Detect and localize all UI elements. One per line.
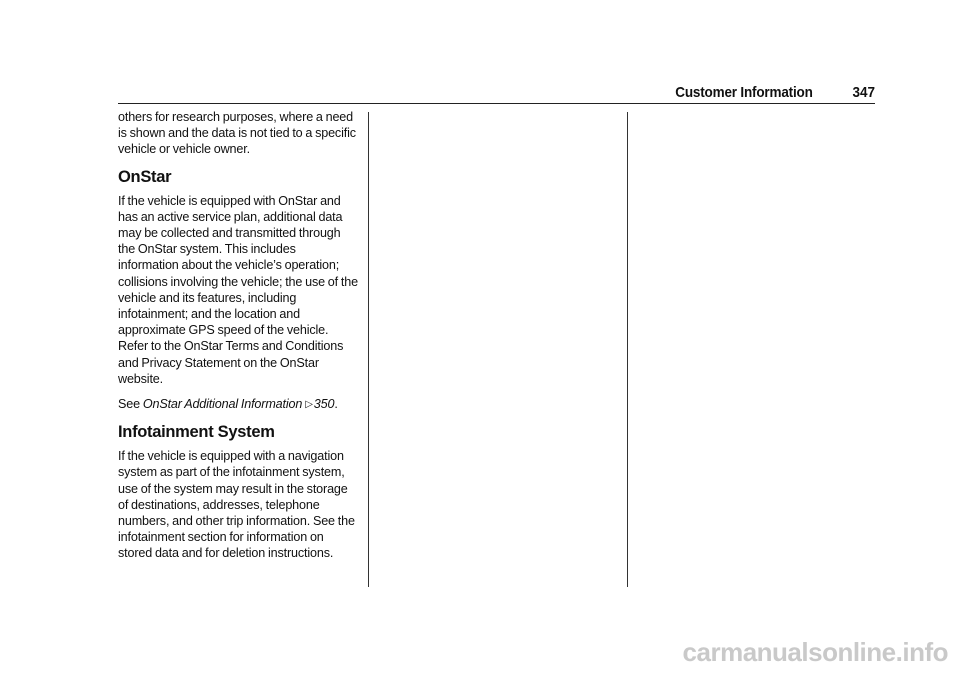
- page-header: [118, 84, 875, 102]
- arrow-right-icon: ▷: [305, 399, 313, 411]
- watermark: carmanualsonline.info: [682, 637, 948, 667]
- page-number: 347: [852, 84, 875, 101]
- intro-paragraph: others for research purposes, where a need is shown and the data is not tied to a specific vehicle or vehicle owner.: [118, 110, 356, 157]
- section-title: Customer Information: [675, 84, 813, 101]
- onstar-heading: OnStar: [118, 167, 172, 186]
- header-rule: [118, 103, 875, 104]
- onstar-paragraph: If the vehicle is equipped with OnStar and has an active service plan, additional data may be collected and transmitted through the OnStar system. This includes information about the vehicle’s operation; collisions involving the vehicle; the use of the vehicle and its features, including infotainment; and the location and approximate GPS speed of the vehicle. Refer to the OnStar Terms and Conditions and Privacy Statement on the OnStar website.: [118, 193, 358, 386]
- column-divider: [368, 112, 369, 587]
- onstar-see-also: [118, 396, 358, 413]
- page-reference[interactable]: 350: [313, 397, 335, 412]
- left-column: [118, 109, 358, 571]
- column-divider: [627, 112, 628, 587]
- onstar-additional-info-link[interactable]: OnStar Additional Information: [142, 397, 303, 412]
- infotainment-heading: Infotainment System: [118, 423, 275, 442]
- see-suffix: .: [334, 397, 338, 412]
- infotainment-paragraph: If the vehicle is equipped with a navigation system as part of the infotainment system, use of the system may result in the storage of destinations, addresses, telephone numbers, and other trip information. See the infotainment section for information on stored data and for deletion instructions.: [118, 449, 355, 561]
- see-prefix: See: [118, 397, 140, 412]
